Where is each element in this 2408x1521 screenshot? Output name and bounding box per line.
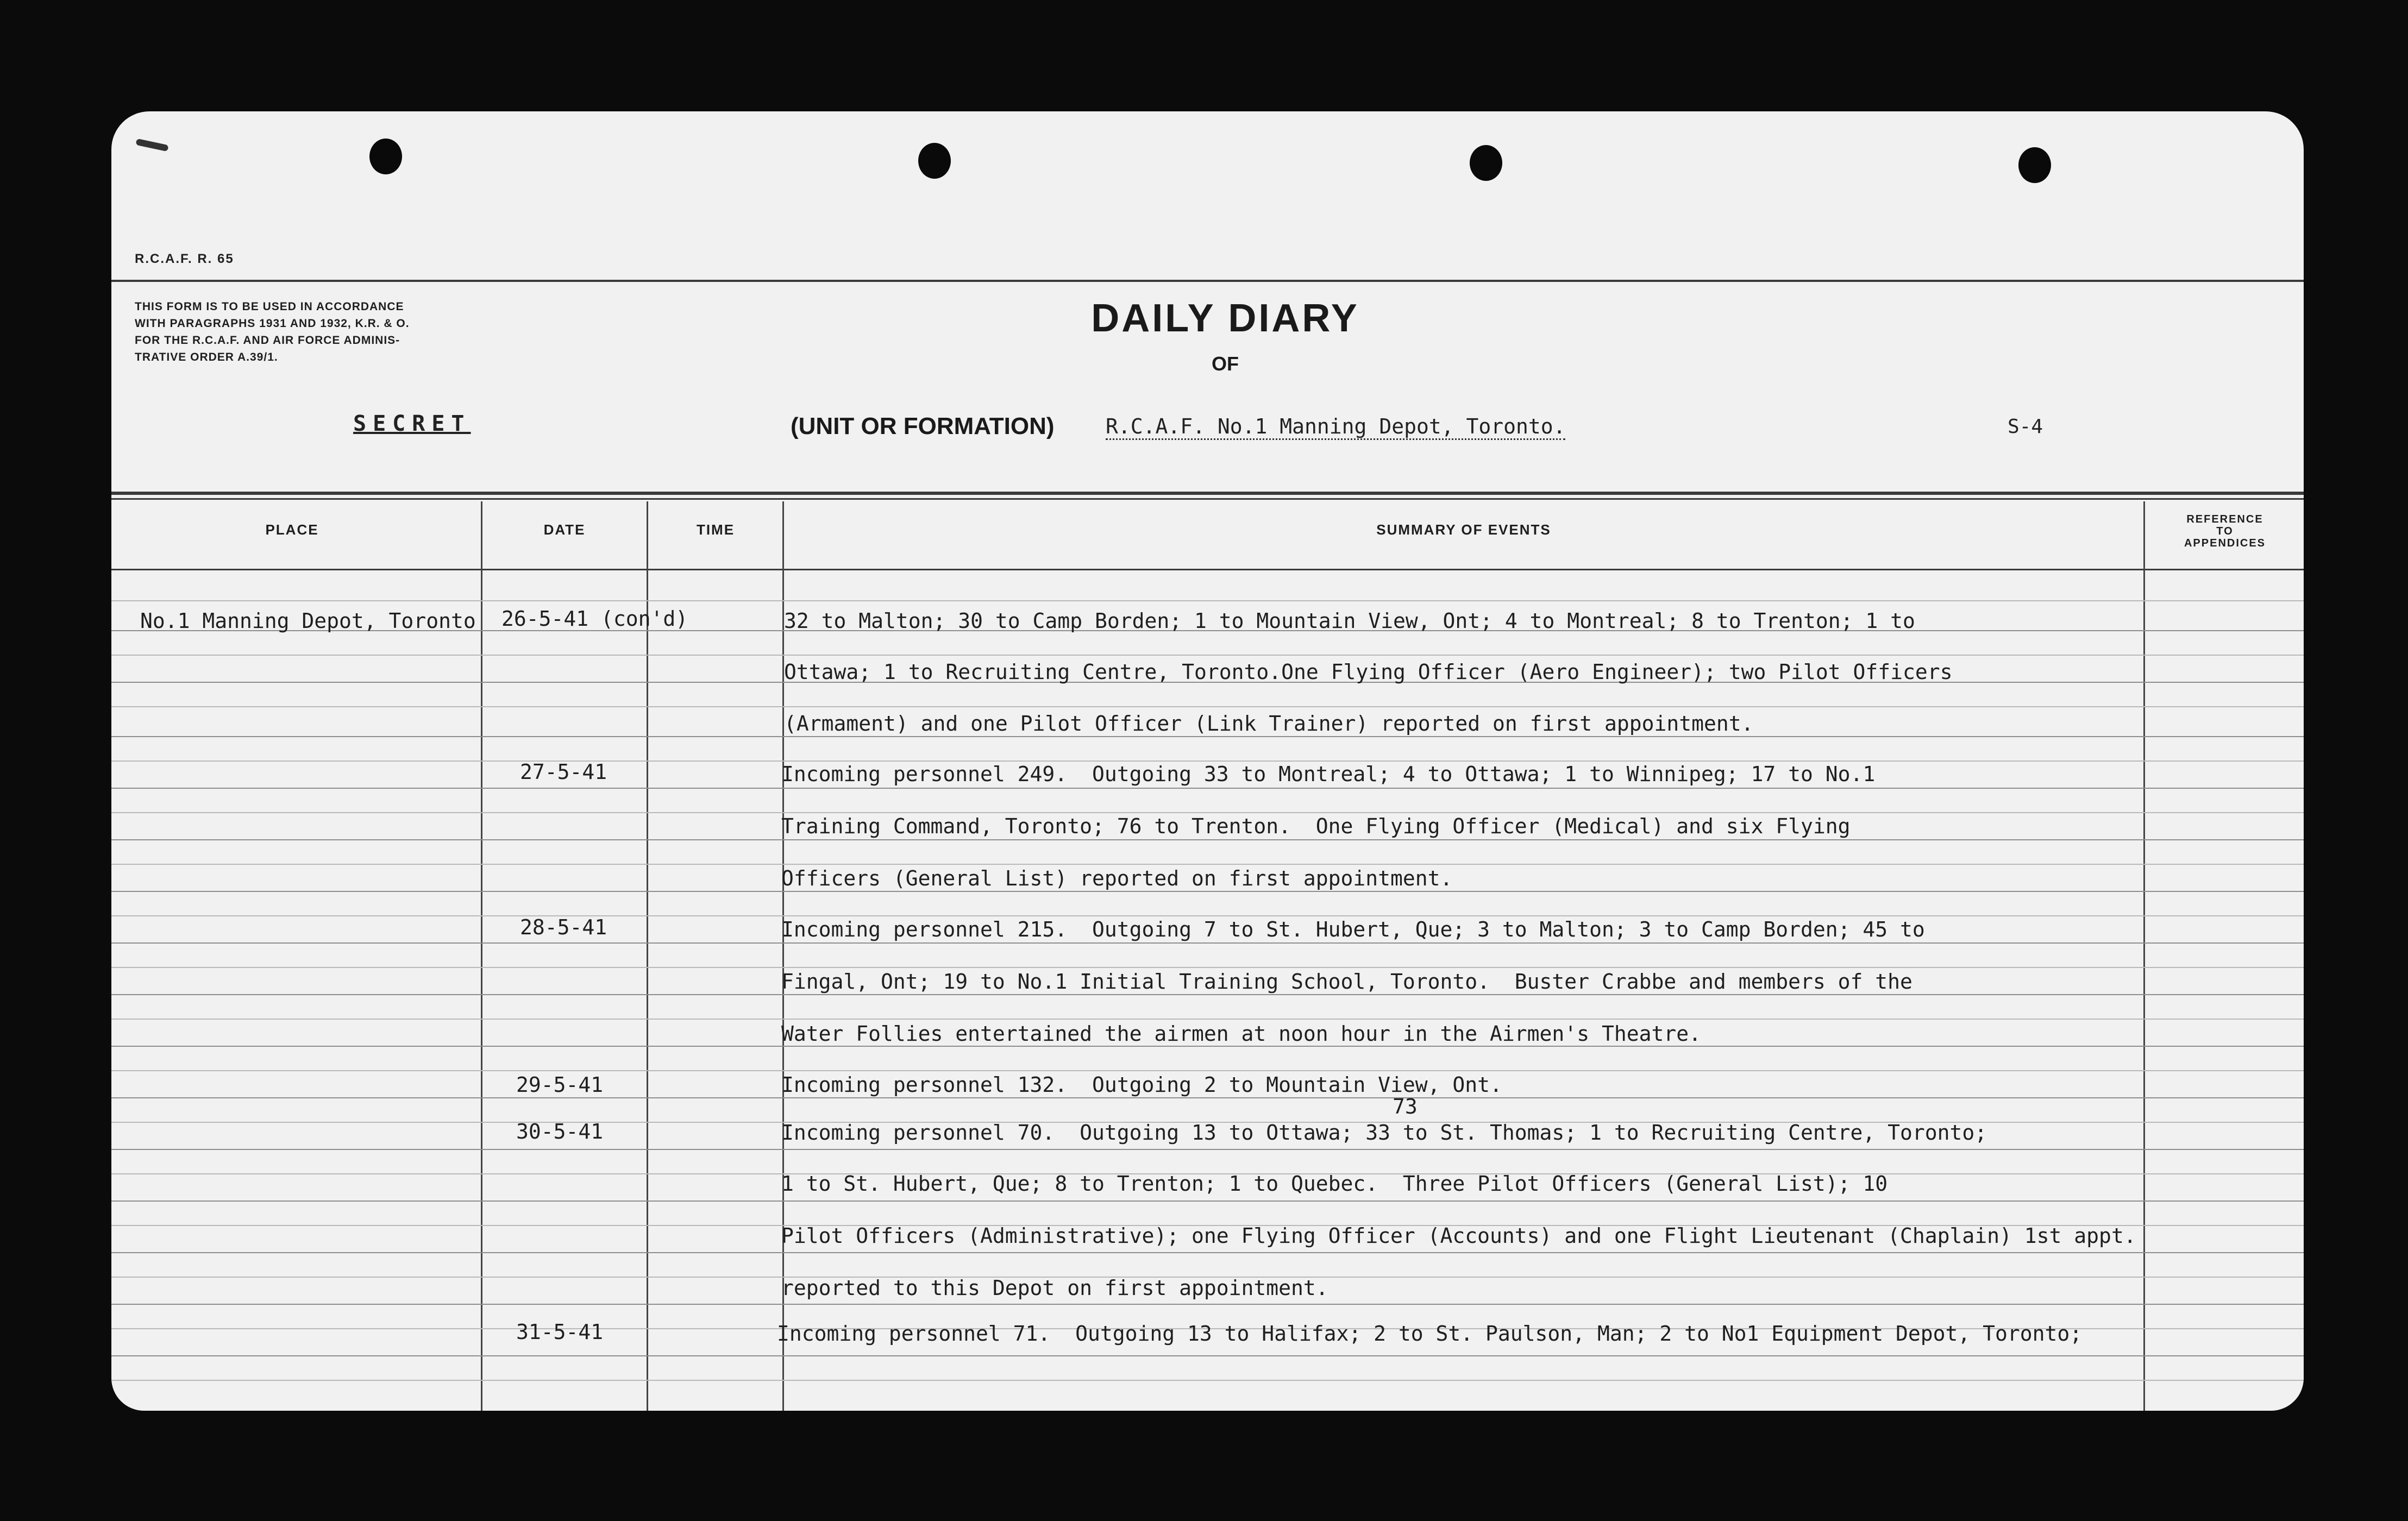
ruled-line [111,839,2304,840]
ruled-line [111,1252,2304,1253]
summary-line: Incoming personnel 70. Outgoing 13 to Ottawa; 33 to St. Thomas; 1 to Recruiting Centre, Toronto; [781,1121,1987,1145]
date-cell: 31-5-41 [516,1320,604,1344]
header-rule-inner [111,498,2304,500]
ruled-line [111,864,2304,865]
ruled-line [111,1380,2304,1381]
date-cell: 26-5-41 (con'd) [501,607,688,631]
ruled-line [111,1019,2304,1020]
column-divider [782,501,784,1411]
ruled-line [111,655,2304,656]
ruled-line [111,812,2304,813]
ruled-line [111,600,2304,601]
ruled-line [111,994,2304,995]
summary-line: 1 to St. Hubert, Que; 8 to Trenton; 1 to Quebec. Three Pilot Officers (General List); 10 [781,1172,1888,1196]
ruled-line [111,788,2304,789]
summary-line: Training Command, Toronto; 76 to Trenton. One Flying Officer (Medical) and six Flying [781,814,1851,838]
column-divider [2143,501,2145,1411]
summary-line: Incoming personnel 132. Outgoing 2 to Mountain View, Ont. [781,1073,1502,1097]
summary-line: Fingal, Ont; 19 to No.1 Initial Training School, Toronto. Buster Crabbe and members of the [781,970,1912,994]
ruled-line [111,1097,2304,1098]
ruled-line [111,736,2304,737]
ruled-line [111,915,2304,916]
diary-page [111,111,2304,1411]
summary-line: Officers (General List) reported on first appointment. [781,866,1453,890]
classification-label: SECRET [353,411,471,436]
column-header-summary: SUMMARY OF EVENTS [1376,521,1551,538]
unit-label: (UNIT OR FORMATION) [791,413,1055,439]
ruled-line [111,1201,2304,1202]
summary-line: Ottawa; 1 to Recruiting Centre, Toronto.One Flying Officer (Aero Engineer); two Pilot Officers [784,660,1953,684]
summary-line: Water Follies entertained the airmen at noon hour in the Airmen's Theatre. [781,1022,1701,1046]
form-number: R.C.A.F. R. 65 [135,252,234,266]
summary-line: reported to this Depot on first appointment. [781,1276,1328,1300]
title-of: OF [1212,353,1239,375]
punch-hole [918,143,951,179]
punch-hole [369,139,402,174]
unit-value: R.C.A.F. No.1 Manning Depot, Toronto. [1106,414,1565,440]
ruled-line [111,1355,2304,1356]
column-header-reference: REFERENCE TO APPENDICES [2184,513,2266,549]
punch-hole [1470,145,1502,181]
ruled-line [111,891,2304,892]
sheet-number: S-4 [2008,416,2043,438]
ruled-line [111,1070,2304,1071]
ruled-line [111,1046,2304,1047]
usage-notice: THIS FORM IS TO BE USED IN ACCORDANCE WITH PARAGRAPHS 1931 AND 1932, K.R. & O. FOR THE R.C.A.F. AND AIR FORCE ADMINIS- TRATIVE ORDER A.39/1. [135,300,410,363]
date-cell: 28-5-41 [520,915,607,939]
summary-line: (Armament) and one Pilot Officer (Link Trainer) reported on first appointment. [784,712,1754,736]
place-cell: No.1 Manning Depot, Toronto [140,609,476,633]
column-header-date: DATE [543,521,586,538]
summary-line: Incoming personnel 249. Outgoing 33 to Montreal; 4 to Ottawa; 1 to Winnipeg; 17 to No.1 [781,762,1876,786]
date-cell: 27-5-41 [520,760,607,784]
date-cell: 29-5-41 [516,1073,604,1097]
scratch-mark [135,139,168,152]
summary-correction: 73 [1393,1095,1418,1118]
date-cell: 30-5-41 [516,1120,604,1143]
column-header-rule [111,569,2304,570]
page-title: DAILY DIARY [1091,297,1359,340]
ruled-line [111,967,2304,968]
ruled-line [111,1149,2304,1150]
ruled-line [111,706,2304,707]
summary-line: Incoming personnel 71. Outgoing 13 to Halifax; 2 to St. Paulson, Man; 2 to No1 Equipment Depot, Toronto; [777,1322,2083,1346]
summary-line: Pilot Officers (Administrative); one Flying Officer (Accounts) and one Flight Lieutenant (Chaplain) 1st appt. [781,1224,2136,1248]
summary-line: 32 to Malton; 30 to Camp Borden; 1 to Mountain View, Ont; 4 to Montreal; 8 to Trenton; 1 to [784,609,1915,633]
ruled-line [111,942,2304,944]
punch-hole [2018,147,2051,183]
ruled-line [111,1304,2304,1305]
ruled-line [111,761,2304,762]
column-header-place: PLACE [265,521,319,538]
column-divider [481,501,482,1411]
summary-line: Incoming personnel 215. Outgoing 7 to St. Hubert, Que; 3 to Malton; 3 to Camp Borden; 45 to [781,917,1925,941]
header-rule [111,492,2304,495]
column-header-time: TIME [696,521,735,538]
column-divider [647,501,648,1411]
top-rule [111,280,2304,282]
